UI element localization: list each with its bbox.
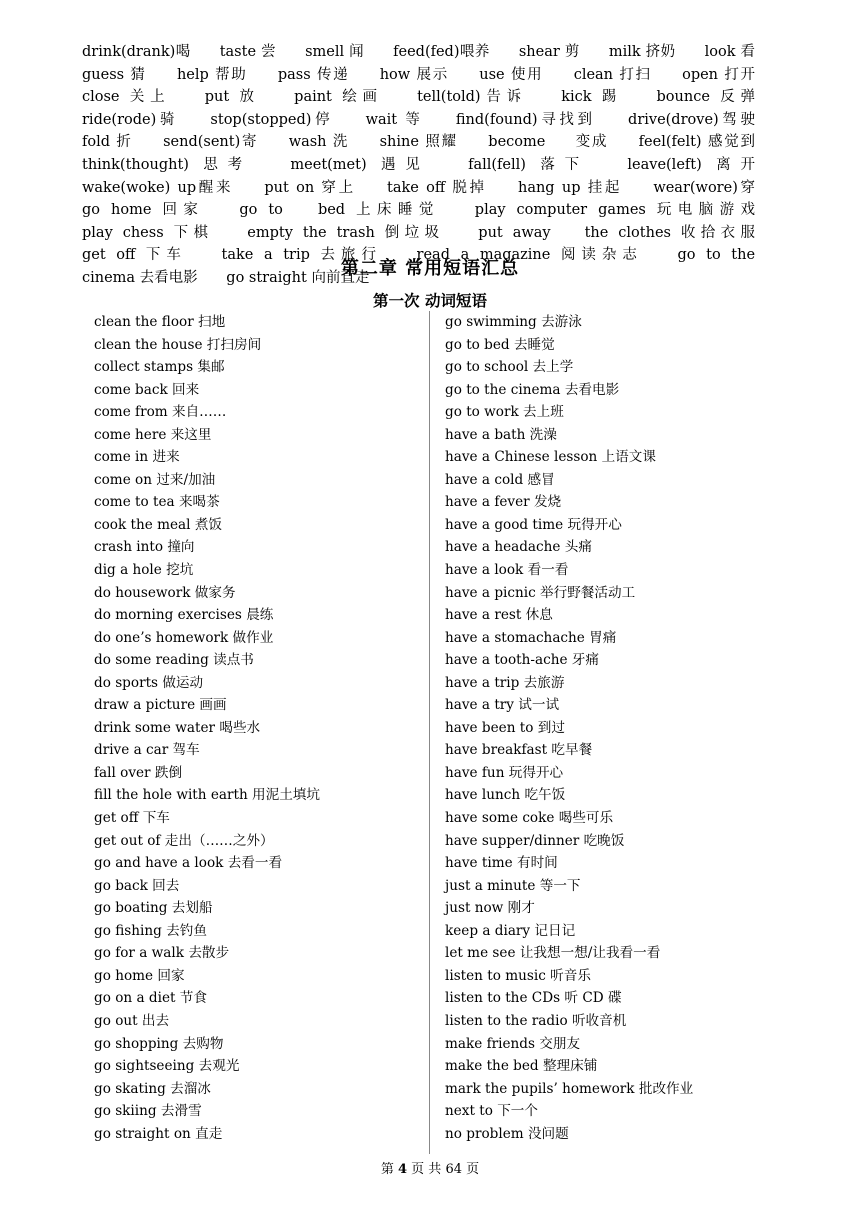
phrase-item: come here 来这里	[94, 426, 212, 443]
phrase-item: go to work 去上班	[445, 404, 564, 421]
phrase-item: go to school 去上学	[445, 359, 574, 376]
intro-word: pass 传递	[277, 66, 350, 83]
phrase-item: just now 刚才	[445, 900, 535, 917]
intro-word: look 看	[704, 44, 756, 60]
intro-word: go to the	[677, 247, 756, 264]
phrase-item: come on 过来/加油	[94, 471, 216, 488]
phrase-item: listen to music 听音乐	[445, 967, 591, 984]
phrase-item: have breakfast 吃早餐	[445, 742, 593, 759]
intro-word: get off 下车	[82, 247, 187, 264]
footer-page-number: 4	[397, 1162, 408, 1177]
phrase-item: keep a diary 记日记	[445, 922, 576, 939]
phrase-item: do sports 做运动	[94, 674, 204, 691]
intro-word: drive(drove)驾驶	[628, 111, 756, 128]
phrase-item: come back 回来	[94, 381, 200, 398]
intro-word: wash 洗	[288, 134, 350, 151]
phrase-item: have a look 看一看	[445, 562, 569, 579]
intro-word: stop(stopped)停	[210, 111, 334, 128]
phrase-item: go for a walk 去散步	[94, 945, 230, 962]
section-title: 第一次 动词短语	[373, 292, 487, 310]
phrase-item: have lunch 吃午饭	[445, 787, 566, 804]
intro-word: how 展示	[379, 66, 449, 83]
intro-word: milk 挤奶	[608, 44, 676, 60]
phrase-item: fall over 跌倒	[94, 764, 183, 781]
footer-prefix: 第	[380, 1162, 394, 1177]
phrase-item: make friends 交朋友	[445, 1035, 581, 1052]
intro-word: put away	[478, 224, 551, 241]
intro-vocabulary-paragraph	[82, 41, 779, 290]
phrase-item: do one’s homework 做作业	[94, 629, 274, 646]
phrase-item: fill the hole with earth 用泥土填坑	[94, 787, 320, 804]
intro-word: 变成	[575, 134, 609, 151]
intro-word: wear(wore)穿	[653, 179, 756, 196]
column-divider	[429, 311, 430, 1154]
phrase-list-left	[94, 311, 320, 1145]
phrase-item: have a rest 休息	[445, 607, 553, 624]
footer-total-pages: 64	[445, 1162, 462, 1177]
phrase-item: clean the house 打扫房间	[94, 336, 262, 353]
intro-word: guess 猜	[82, 66, 147, 83]
phrase-item: do morning exercises 晨练	[94, 607, 274, 624]
phrase-item: go and have a look 去看一看	[94, 855, 283, 872]
intro-word: cinema 去看电影	[82, 269, 198, 286]
phrase-item: have a good time 玩得开心	[445, 516, 622, 533]
intro-word: hang up 挂起	[517, 179, 623, 196]
intro-word: drink(drank)喝	[82, 44, 191, 60]
phrase-item: do some reading 读点书	[94, 652, 254, 669]
phrase-item: go home 回家	[94, 967, 185, 984]
intro-word: go to	[239, 202, 283, 219]
phrase-item: have fun 玩得开心	[445, 764, 564, 781]
phrase-item: come in 进来	[94, 449, 180, 466]
phrase-item: crash into 撞向	[94, 539, 195, 556]
intro-word: fall(fell) 落下	[468, 156, 589, 173]
phrase-item: just a minute 等一下	[445, 877, 581, 894]
phrase-item: have a picnic 举行野餐活动工	[445, 584, 636, 601]
phrase-item: come from 来自……	[94, 404, 227, 421]
phrase-item: go skating 去溜冰	[94, 1080, 211, 1097]
phrase-item: go sightseeing 去观光	[94, 1058, 240, 1075]
intro-word: shine 照耀	[379, 134, 458, 151]
phrase-item: go to bed 去睡觉	[445, 336, 555, 353]
intro-word: kick 踢	[561, 89, 623, 106]
phrase-item: go back 回去	[94, 877, 180, 894]
intro-word: take a trip 去旅行	[221, 247, 382, 264]
intro-word: the clothes 收拾衣服	[584, 224, 756, 241]
intro-word: fold 折	[82, 134, 133, 151]
phrase-item: go straight on 直走	[94, 1125, 223, 1142]
intro-word: help 帮助	[176, 66, 248, 83]
intro-word: clean 打扫	[573, 66, 652, 83]
phrase-item: come to tea 来喝茶	[94, 494, 220, 511]
intro-word: find(found)寻找到	[455, 111, 596, 128]
intro-word: ride(rode)骑	[82, 111, 179, 128]
phrase-item: make the bed 整理床铺	[445, 1058, 598, 1075]
phrase-item: go to the cinema 去看电影	[445, 381, 620, 398]
phrase-list-right	[445, 311, 693, 1145]
intro-word: shear 剪	[518, 44, 580, 60]
intro-word: bounce 反弹	[656, 89, 756, 106]
phrase-item: go out 出去	[94, 1012, 170, 1029]
intro-word: wake(woke) up醒来	[82, 179, 234, 196]
intro-word: smell 闻	[305, 44, 365, 60]
intro-word: go straight 向前直走	[226, 269, 370, 286]
phrase-item: go fishing 去钓鱼	[94, 922, 207, 939]
intro-word: feel(felt) 感觉到	[638, 134, 756, 151]
phrase-item: clean the floor 扫地	[94, 314, 226, 330]
intro-word: feed(fed)喂养	[393, 44, 490, 60]
intro-word: tell(told)告诉	[417, 89, 527, 106]
intro-word: use 使用	[479, 66, 544, 83]
intro-word: put 放	[204, 89, 260, 106]
footer-middle: 页 共	[411, 1162, 442, 1177]
phrase-item: go on a diet 节食	[94, 990, 207, 1007]
phrase-item: have been to 到过	[445, 719, 565, 736]
phrase-item: go boating 去划船	[94, 900, 213, 917]
phrase-item: do housework 做家务	[94, 584, 236, 601]
phrase-item: have a headache 头痛	[445, 539, 592, 556]
intro-word: put on 穿上	[264, 179, 356, 196]
intro-word: wait 等	[365, 111, 424, 128]
phrase-item: next to 下一个	[445, 1103, 538, 1120]
intro-word: become	[488, 134, 546, 151]
phrase-item: have some coke 喝些可乐	[445, 810, 614, 827]
intro-word: close 关上	[82, 89, 171, 106]
phrase-item: have time 有时间	[445, 855, 558, 872]
phrase-item: have a try 试一试	[445, 697, 560, 714]
intro-word: take off 脱掉	[387, 179, 487, 196]
phrase-item: have a bath 洗澡	[445, 426, 557, 443]
intro-word: taste 尝	[219, 44, 277, 60]
phrase-item: go swimming 去游泳	[445, 314, 582, 330]
intro-word: send(sent)寄	[163, 134, 259, 151]
chapter-title: 第二章 常用短语汇总	[340, 258, 520, 279]
intro-word: meet(met) 遇见	[290, 156, 430, 173]
footer-suffix: 页	[466, 1162, 480, 1177]
phrase-item: have a fever 发烧	[445, 494, 562, 511]
phrase-item: drive a car 驾车	[94, 742, 200, 759]
phrase-item: no problem 没问题	[445, 1125, 569, 1142]
phrase-item: have a stomachache 胃痛	[445, 629, 617, 646]
phrase-item: have a tooth-ache 牙痛	[445, 652, 599, 669]
intro-word: play computer games 玩电脑游戏	[474, 202, 756, 219]
phrase-item: mark the pupils’ homework 批改作业	[445, 1080, 694, 1097]
intro-word: empty the trash 倒垃圾	[247, 224, 445, 241]
intro-word: paint 绘画	[294, 89, 383, 106]
intro-word: play chess 下棋	[82, 224, 214, 241]
phrase-item: collect stamps 集邮	[94, 359, 225, 376]
phrase-item: go shopping 去购物	[94, 1035, 224, 1052]
intro-word: leave(left) 离开	[627, 156, 755, 173]
intro-word: read a magazine 阅读杂志	[416, 247, 643, 264]
phrase-item: let me see 让我想一想/让我看一看	[445, 945, 661, 962]
phrase-item: have supper/dinner 吃晚饭	[445, 832, 625, 849]
phrase-item: have a Chinese lesson 上语文课	[445, 449, 656, 466]
intro-word: go home 回家	[82, 202, 205, 219]
phrase-item: have a cold 感冒	[445, 471, 555, 488]
phrase-item: have a trip 去旅游	[445, 674, 565, 691]
intro-word: open 打开	[682, 66, 756, 83]
phrase-item: listen to the radio 听收音机	[445, 1012, 627, 1029]
intro-word: think(thought) 思考	[82, 156, 252, 173]
phrase-item: draw a picture 画画	[94, 697, 227, 714]
phrase-item: drink some water 喝些水	[94, 719, 261, 736]
page-footer	[0, 1158, 860, 1177]
phrase-item: cook the meal 煮饭	[94, 516, 223, 533]
phrase-item: get out of 走出（……之外）	[94, 832, 274, 849]
intro-word: bed 上床睡觉	[317, 202, 440, 219]
phrase-item: go skiing 去滑雪	[94, 1103, 202, 1120]
phrase-item: dig a hole 挖坑	[94, 562, 194, 579]
phrase-item: get off 下车	[94, 810, 170, 827]
phrase-item: listen to the CDs 听 CD 碟	[445, 990, 622, 1007]
